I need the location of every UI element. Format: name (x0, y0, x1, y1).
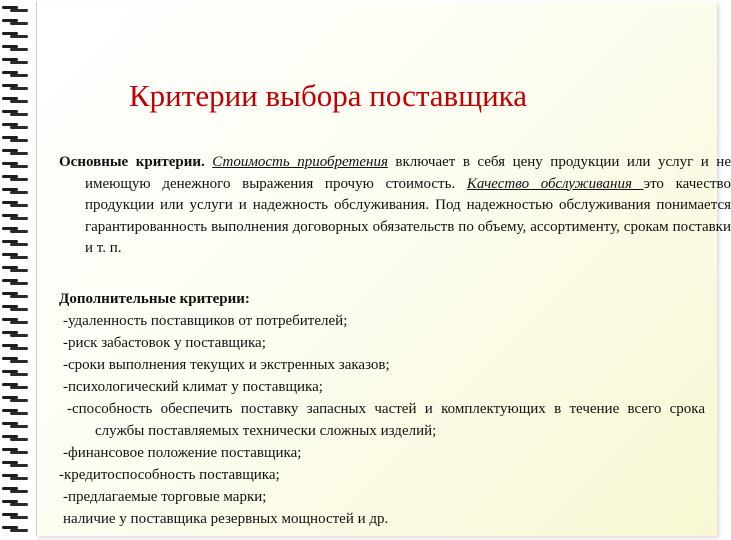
spiral-ring (0, 331, 30, 338)
list-item: -удаленность поставщиков от потребителей; (63, 313, 348, 329)
spiral-ring (0, 175, 30, 182)
spiral-ring (0, 305, 30, 312)
spiral-ring (0, 474, 30, 481)
spiral-ring (0, 383, 30, 390)
additional-criteria-heading: Дополнительные критерии: (59, 291, 250, 307)
spiral-ring (0, 396, 30, 403)
spiral-ring (0, 253, 30, 260)
spiral-ring (0, 110, 30, 117)
list-item: -психологический климат у поставщика; (63, 379, 323, 395)
spiral-ring (0, 266, 30, 273)
main-criteria-paragraph (59, 152, 731, 260)
list-item: -способность обеспечить поставку запасных частей и комплектующих в течение всего срока службы поставляемых технически сложных изделий; (67, 401, 705, 439)
spiral-ring (0, 422, 30, 429)
service-quality-text: это качество продукции или услуги и надежность обслуживания. Под надежностью обслуживания понимается гарантированность выполнения договорных обязательств по объему, ассортименту, срокам поставки и т. п. (85, 175, 731, 256)
spiral-ring (0, 357, 30, 364)
spiral-ring (0, 370, 30, 377)
spiral-ring (0, 500, 30, 507)
list-item: -сроки выполнения текущих и экстренных заказов; (63, 357, 390, 373)
spiral-ring (0, 279, 30, 286)
list-item: -кредитоспособность поставщика; (59, 467, 280, 483)
spiral-ring (0, 344, 30, 351)
spiral-ring (0, 188, 30, 195)
slide-page (36, 2, 731, 536)
acquisition-cost-text: включает в себя цену продукции или услуг и не имеющую денежного выражения прочую стоимость. (85, 154, 731, 192)
spiral-ring (0, 84, 30, 91)
spiral-ring (0, 435, 30, 442)
spiral-ring (0, 97, 30, 104)
spiral-ring (0, 409, 30, 416)
spiral-ring (0, 461, 30, 468)
spiral-ring (0, 240, 30, 247)
spiral-ring (0, 123, 30, 130)
slide-title: Критерии выбора поставщика (129, 78, 528, 113)
term-acquisition-cost: Стоимость приобретения (212, 154, 388, 170)
list-item: -риск забастовок у поставщика; (63, 335, 266, 351)
spiral-ring (0, 526, 30, 533)
spiral-ring (0, 487, 30, 494)
spiral-ring (0, 136, 30, 143)
spiral-ring (0, 513, 30, 520)
spiral-ring (0, 227, 30, 234)
spiral-ring (0, 214, 30, 221)
spiral-ring (0, 19, 30, 26)
spiral-ring (0, 71, 30, 78)
term-service-quality: Качество обслуживания (466, 175, 644, 192)
list-item: -финансовое положение поставщика; (63, 445, 302, 461)
list-item: -предлагаемые торговые марки; (63, 489, 267, 505)
spiral-ring (0, 45, 30, 52)
spiral-ring (0, 58, 30, 65)
spiral-ring (0, 292, 30, 299)
list-item: наличие у поставщика резервных мощностей и др. (63, 511, 389, 527)
spiral-ring (0, 6, 30, 13)
spiral-ring (0, 201, 30, 208)
spiral-ring (0, 149, 30, 156)
spiral-ring (0, 318, 30, 325)
notebook-spiral (0, 0, 34, 540)
main-criteria-label: Основные критерии. (59, 154, 205, 170)
additional-criteria-list (59, 310, 705, 530)
spiral-ring (0, 448, 30, 455)
spiral-ring (0, 162, 30, 169)
spiral-ring (0, 32, 30, 39)
